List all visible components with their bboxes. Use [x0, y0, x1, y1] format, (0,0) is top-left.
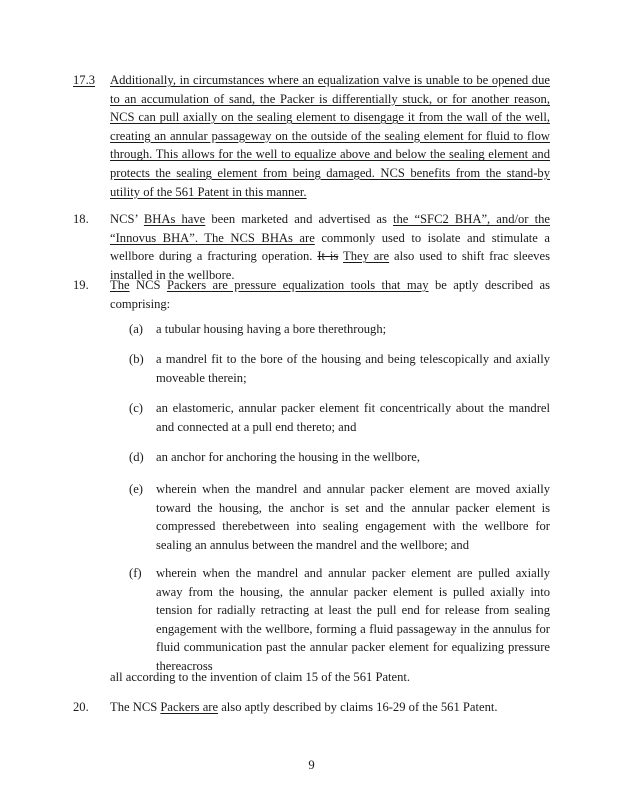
claim-item-e — [129, 480, 550, 554]
claim-item-text: an anchor for anchoring the housing in the wellbore, — [156, 450, 421, 464]
claim-item-label: (b) — [129, 352, 144, 366]
claim-trailing-text: all according to the invention of claim 15 of the 561 Patent. — [110, 670, 411, 684]
paragraph-18 — [73, 210, 550, 284]
claim-item-b — [129, 350, 550, 387]
text-run: also used to shift frac sleeves installed in the wellbore. — [110, 249, 550, 282]
inserted-text: BHAs have — [143, 212, 206, 226]
paragraph-text — [110, 698, 550, 717]
text-run: also aptly described by claims 16-29 of the 561 Patent. — [218, 700, 498, 714]
paragraph-number: 20. — [73, 700, 89, 714]
claim-item-text: wherein when the mandrel and annular packer element are pulled axially away from the housing, the annular packer element is pulled axially into tension for radially retracting at least the pull end for release from sealing engagement with the wellbore, forming a fluid passageway in the annulus for fluid communication past the annular packer element for equalizing pressure thereacross — [156, 566, 550, 673]
text-run: The NCS — [110, 700, 161, 714]
paragraph-text — [110, 210, 550, 284]
paragraph-number: 17.3 — [73, 73, 96, 87]
paragraph-20 — [73, 698, 550, 717]
inserted-text: The — [110, 278, 130, 292]
paragraph-text — [110, 276, 550, 313]
claim-item-text: wherein when the mandrel and annular packer element are moved axially toward the housing, the anchor is set and the annular packer element is compressed therebetween into sealing engagement with the wellbore for sealing an annulus between the mandrel and the wellbore; and — [156, 482, 550, 552]
inserted-text: Packers are pressure equalization tools that may — [166, 278, 429, 292]
text-run: been marketed and advertised as — [205, 212, 393, 226]
paragraph-text: Additionally, in circumstances where an equalization valve is unable to be opened due to an accumulation of sand, the Packer is differentially stuck, or for another reason, NCS can pull axially on the sealing element to disengage it from the wall of the well, creating an annular passageway on the outside of the sealing element for fluid to flow through. This allows for the well to equalize above and below the sealing element and protects the sealing element from being damaged. NCS benefits from the stand-by utility of the 561 Patent in this manner. — [110, 73, 550, 199]
text-run: commonly used to isolate and stimulate a wellbore during a fracturing operation. — [110, 230, 551, 264]
page-number: 9 — [308, 758, 315, 772]
claim-item-text: an elastomeric, annular packer element fit concentrically about the mandrel and connected at a pull end thereto; and — [156, 401, 550, 434]
paragraph-19 — [73, 276, 550, 313]
deleted-text: It is — [317, 249, 339, 264]
claim-item-a — [129, 320, 550, 339]
inserted-text: They are — [343, 249, 390, 264]
claim-item-text: a mandrel fit to the bore of the housing and being telescopically and axially moveable therein; — [156, 352, 550, 385]
text-run: NCS — [129, 278, 167, 292]
text-run: NCS’ — [110, 212, 144, 226]
claim-item-label: (a) — [129, 322, 143, 336]
claim-item-label: (e) — [129, 482, 143, 496]
claim-item-f — [129, 564, 550, 676]
claim-item-label: (d) — [129, 450, 144, 464]
paragraph-17-3 — [73, 71, 550, 201]
text-run: be aptly described as comprising: — [110, 278, 551, 311]
claim-item-c — [129, 399, 550, 436]
claim-item-text: a tubular housing having a bore therethrough; — [156, 322, 387, 336]
inserted-text: Packers are — [160, 700, 219, 714]
inserted-text: the “SFC2 BHA”, and/or the “Innovus BHA”. The NCS BHAs are — [110, 212, 550, 245]
claim-item-label: (c) — [129, 401, 143, 415]
claim-item-d — [129, 448, 550, 467]
paragraph-number: 18. — [73, 212, 89, 226]
claim-item-label: (f) — [129, 566, 142, 580]
paragraph-number: 19. — [73, 278, 89, 292]
